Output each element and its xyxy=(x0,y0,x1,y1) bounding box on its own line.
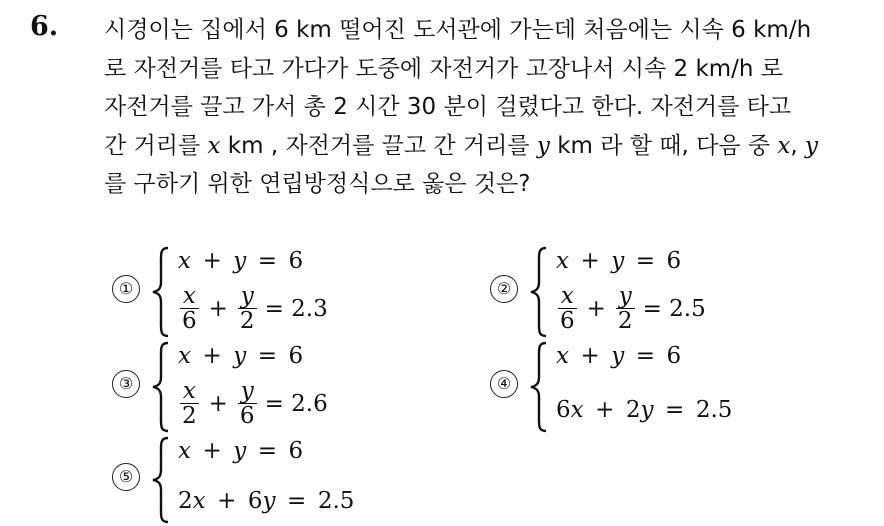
choice-marker: ⑤ xyxy=(112,463,140,491)
variable: y xyxy=(536,132,550,159)
stem-text: 시경이는 집에서 6 km 떨어진 도서관에 가는데 처음에는 시속 6 km/h xyxy=(104,17,812,43)
choice-marker: ③ xyxy=(112,370,140,398)
stem-line xyxy=(104,165,874,204)
brace-icon xyxy=(150,436,172,524)
stem-text: , xyxy=(790,132,806,159)
stem-line xyxy=(104,11,874,50)
fraction: $\frac{x}{2}$ xyxy=(182,378,197,429)
stem-text: km , 자전거를 끌고 간 거리를 xyxy=(220,132,537,159)
equation-line-2: 6x + 2y = 2.5 xyxy=(556,397,733,423)
equation-line-2: $\frac{x}{6}$ + $\frac{y}{2}$ = 2.3 xyxy=(182,283,328,334)
variable: x xyxy=(777,132,791,159)
choice-2[interactable] xyxy=(490,246,750,338)
brace-icon xyxy=(150,341,172,433)
brace-icon xyxy=(528,246,550,338)
equation-line-1: x + y = 6 xyxy=(178,438,304,464)
equation-line-2: $\frac{x}{2}$ + $\frac{y}{6}$ = 2.6 xyxy=(182,378,328,429)
stem-text: 간 거리를 xyxy=(104,132,208,159)
choice-4[interactable] xyxy=(490,341,750,433)
stem-line xyxy=(104,88,874,127)
choice-marker: ④ xyxy=(490,370,518,398)
equation-line-2: $\frac{x}{6}$ + $\frac{y}{2}$ = 2.5 xyxy=(560,283,706,334)
stem-text: 자전거를 끌고 가서 총 2 시간 30 분이 걸렸다고 한다. 자전거를 타고 xyxy=(104,94,792,120)
equation-line-1: x + y = 6 xyxy=(556,343,682,369)
brace-icon xyxy=(150,246,172,338)
question-number: 6. xyxy=(30,11,59,42)
choice-marker: ① xyxy=(112,275,140,303)
choice-marker: ② xyxy=(490,275,518,303)
variable: y xyxy=(805,132,819,159)
stem-line xyxy=(104,127,874,166)
stem-text: 를 구하기 위한 연립방정식으로 옳은 것은? xyxy=(104,171,531,197)
choice-1[interactable] xyxy=(112,246,372,338)
equation-line-2: 2x + 6y = 2.5 xyxy=(178,488,355,514)
stem-text: km 라 할 때, 다음 중 xyxy=(549,132,778,159)
fraction: $\frac{y}{2}$ xyxy=(617,283,633,334)
choice-3[interactable] xyxy=(112,341,372,433)
variable: x xyxy=(207,132,221,159)
equation-line-1: x + y = 6 xyxy=(178,248,304,274)
fraction: $\frac{y}{6}$ xyxy=(239,378,255,429)
equation-line-1: x + y = 6 xyxy=(178,343,304,369)
fraction: $\frac{y}{2}$ xyxy=(239,283,255,334)
fraction: $\frac{x}{6}$ xyxy=(182,283,197,334)
stem-line xyxy=(104,50,874,89)
brace-icon xyxy=(528,341,550,433)
question-stem xyxy=(104,11,874,204)
stem-text: 로 자전거를 타고 가다가 도중에 자전거가 고장나서 시속 2 km/h 로 xyxy=(104,55,784,82)
equation-line-1: x + y = 6 xyxy=(556,248,682,274)
fraction: $\frac{x}{6}$ xyxy=(560,283,575,334)
choice-5[interactable] xyxy=(112,436,372,524)
